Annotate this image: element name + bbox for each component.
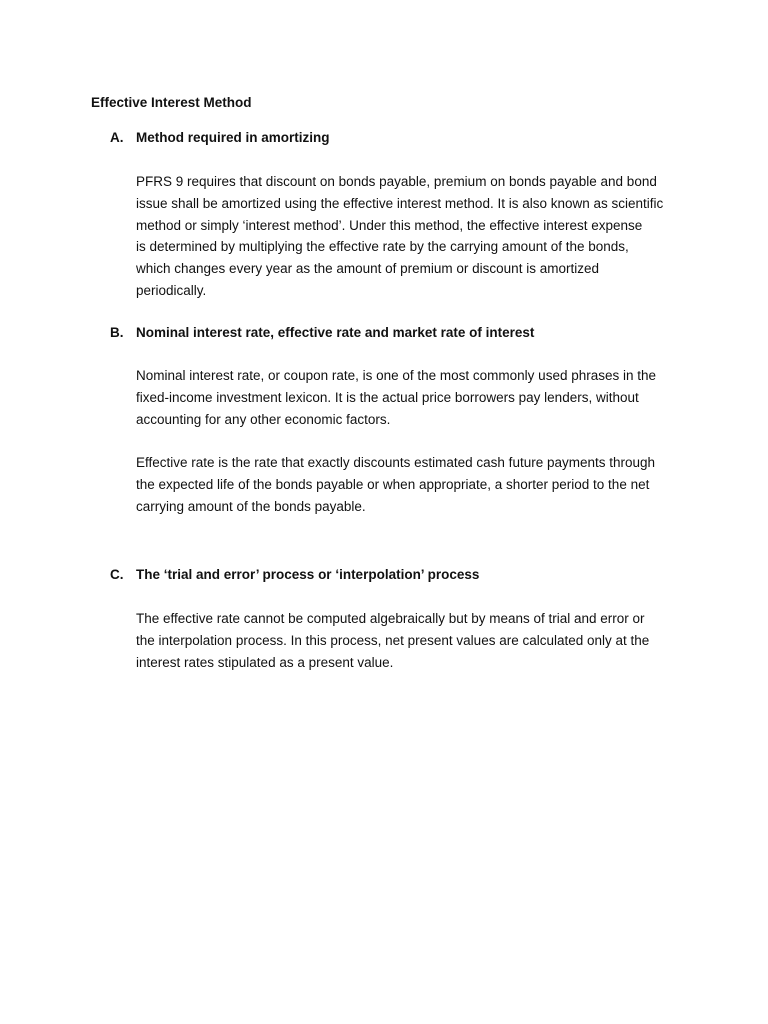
section-a-paragraph-1 bbox=[136, 171, 676, 302]
paragraph-line: method or simply ‘interest method’. Under this method, the effective interest expense bbox=[136, 217, 643, 233]
section-a-heading bbox=[110, 129, 330, 147]
paragraph-line: the expected life of the bonds payable or when appropriate, a shorter period to the net bbox=[136, 476, 650, 492]
paragraph-line: Nominal interest rate, or coupon rate, is one of the most commonly used phrases in the bbox=[136, 368, 657, 383]
paragraph-line: The effective rate cannot be computed algebraically but by means of trial and error or bbox=[136, 611, 645, 626]
section-c-heading bbox=[110, 566, 479, 584]
document-title: Effective Interest Method bbox=[91, 95, 252, 110]
section-b-letter: B. bbox=[110, 325, 124, 340]
section-c-letter: C. bbox=[110, 567, 124, 582]
section-c-paragraph-1 bbox=[136, 608, 676, 673]
paragraph-line: accounting for any other economic factors. bbox=[136, 411, 391, 427]
paragraph-line: the interpolation process. In this process, net present values are calculated only at the bbox=[136, 632, 650, 648]
section-b-paragraph-2 bbox=[136, 452, 676, 517]
section-b-paragraph-1 bbox=[136, 365, 676, 430]
paragraph-line: periodically. bbox=[136, 282, 207, 298]
paragraph-line: carrying amount of the bonds payable. bbox=[136, 498, 366, 514]
section-a-letter: A. bbox=[110, 130, 124, 145]
paragraph-line: Effective rate is the rate that exactly discounts estimated cash future payments through bbox=[136, 455, 656, 470]
paragraph-line: fixed-income investment lexicon. It is the actual price borrowers pay lenders, without bbox=[136, 389, 639, 405]
section-c-title: The ‘trial and error’ process or ‘interpolation’ process bbox=[136, 567, 480, 582]
paragraph-line: PFRS 9 requires that discount on bonds payable, premium on bonds payable and bond bbox=[136, 174, 657, 189]
paragraph-line: interest rates stipulated as a present value. bbox=[136, 654, 394, 670]
section-b-heading bbox=[110, 324, 534, 342]
paragraph-line: is determined by multiplying the effective rate by the carrying amount of the bonds, bbox=[136, 239, 629, 255]
section-a-title: Method required in amortizing bbox=[136, 130, 330, 145]
section-b-title: Nominal interest rate, effective rate and market rate of interest bbox=[136, 325, 535, 340]
paragraph-line: issue shall be amortized using the effective interest method. It is also known as scientific bbox=[136, 195, 664, 211]
paragraph-line: which changes every year as the amount of premium or discount is amortized bbox=[136, 261, 599, 277]
